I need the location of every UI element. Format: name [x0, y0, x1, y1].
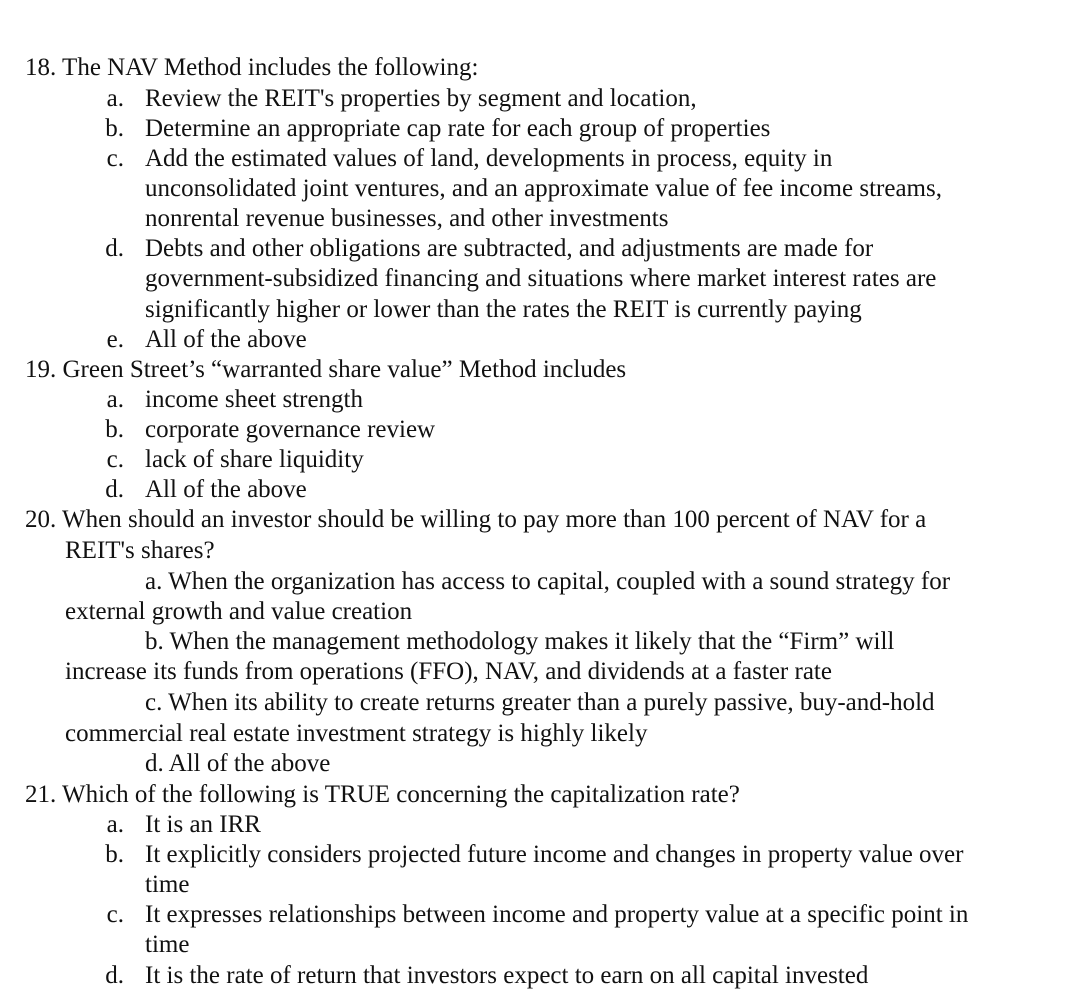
q18-option-e: All of the above [145, 326, 307, 353]
q20-option-d: d. All of the above [145, 750, 331, 777]
option-label: a. [106, 811, 124, 838]
q20-option-a: a. When the organization has access to capital, coupled with a sound strategy for [145, 568, 951, 595]
option-label: e. [106, 326, 124, 353]
q19-option-a: income sheet strength [145, 386, 363, 413]
option-label: d. [105, 476, 124, 503]
option-label: d. [105, 962, 124, 989]
q21-option-b: time [145, 871, 190, 898]
q21-option-c: time [145, 931, 190, 958]
q18-option-c: unconsolidated joint ventures, and an approximate value of fee income streams, [145, 175, 942, 202]
q19-option-b: corporate governance review [145, 416, 436, 443]
option-label: c. [106, 145, 124, 172]
q18-option-c: Add the estimated values of land, developments in process, equity in [145, 145, 833, 172]
q18-option-d: government-subsidized financing and situations where market interest rates are [145, 265, 937, 292]
q20-option-c: c. When its ability to create returns greater than a purely passive, buy-and-hold [145, 689, 935, 716]
q20-option-a: external growth and value creation [65, 598, 413, 625]
q18-option-a: Review the REIT's properties by segment and location, [145, 85, 697, 112]
q19-option-c: lack of share liquidity [145, 446, 364, 473]
option-label: b. [105, 115, 124, 142]
question-18-stem: 18. The NAV Method includes the following: [25, 54, 479, 81]
option-label: a. [106, 386, 124, 413]
option-label: c. [106, 446, 124, 473]
question-21-stem: 21. Which of the following is TRUE concerning the capitalization rate? [25, 781, 740, 808]
q18-option-d: Debts and other obligations are subtracted, and adjustments are made for [145, 235, 874, 262]
q18-option-c: nonrental revenue businesses, and other investments [145, 205, 669, 232]
question-20-stem: REIT's shares? [65, 537, 215, 564]
q19-option-d: All of the above [145, 476, 307, 503]
q20-option-b: increase its funds from operations (FFO), NAV, and dividends at a faster rate [65, 658, 832, 685]
q21-option-a: It is an IRR [145, 811, 261, 838]
option-label: a. [106, 85, 124, 112]
q20-option-b: b. When the management methodology makes it likely that the “Firm” will [145, 628, 895, 655]
q20-option-c: commercial real estate investment strategy is highly likely [65, 720, 648, 747]
q21-option-c: It expresses relationships between income and property value at a specific point in [145, 901, 969, 928]
q21-option-d: It is the rate of return that investors expect to earn on all capital invested [145, 962, 869, 989]
q18-option-b: Determine an appropriate cap rate for each group of properties [145, 115, 771, 142]
question-19-stem: 19. Green Street’s “warranted share value” Method includes [25, 356, 627, 383]
q21-option-b: It explicitly considers projected future income and changes in property value over [145, 841, 964, 868]
option-label: b. [105, 416, 124, 443]
q18-option-d: significantly higher or lower than the rates the REIT is currently paying [145, 296, 862, 323]
option-label: b. [105, 841, 124, 868]
option-label: c. [106, 901, 124, 928]
option-label: d. [105, 235, 124, 262]
question-20-stem: 20. When should an investor should be willing to pay more than 100 percent of NAV for a [25, 506, 927, 533]
